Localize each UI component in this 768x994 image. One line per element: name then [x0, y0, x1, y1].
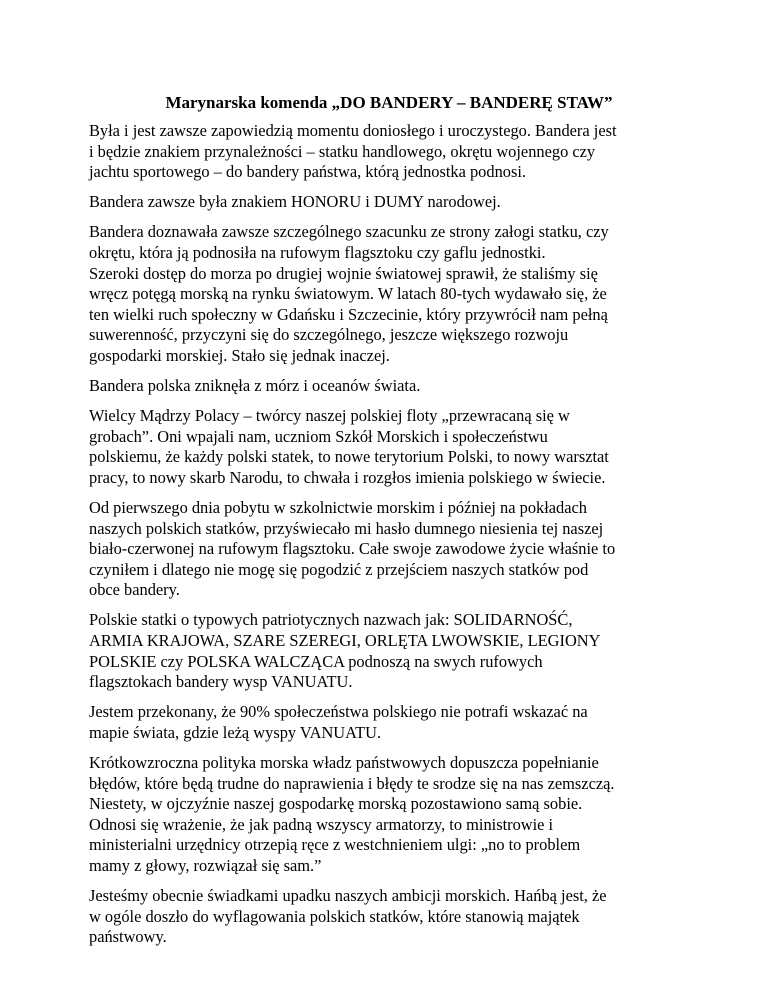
text-line: czyniłem i dlatego nie mogę się pogodzić z przejściem naszych statków pod	[89, 559, 589, 579]
text-line: jachtu sportowego – do bandery państwa, którą jednostka podnosi.	[89, 162, 526, 182]
paragraph	[89, 498, 689, 601]
document-page	[89, 93, 689, 957]
text-line: państwowy.	[89, 927, 167, 947]
text-line: biało-czerwonej na rufowym flagsztoku. Całe swoje zawodowe życie właśnie to	[89, 539, 616, 559]
text-line: mapie świata, gdzie leżą wyspy VANUATU.	[89, 722, 382, 742]
paragraph	[89, 406, 689, 488]
text-line: Jesteśmy obecnie świadkami upadku naszych ambicji morskich. Hańbą jest, że	[89, 886, 607, 906]
text-line: obce bandery.	[89, 580, 180, 600]
text-line: ministerialni urzędnicy otrzepią ręce z westchnieniem ulgi: „no to problem	[89, 835, 581, 855]
paragraph	[89, 121, 689, 183]
text-line: Wielcy Mądrzy Polacy – twórcy naszej polskiej floty „przewracaną się w	[89, 406, 570, 426]
text-line: Polskie statki o typowych patriotycznych nazwach jak: SOLIDARNOŚĆ,	[89, 610, 573, 630]
text-line: Odnosi się wrażenie, że jak padną wszyscy armatorzy, to ministrowie i	[89, 814, 554, 834]
paragraph	[89, 886, 689, 948]
text-line: Bandera polska zniknęła z mórz i oceanów świata.	[89, 376, 421, 396]
text-line: wręcz potęgą morską na rynku światowym. W latach 80-tych wydawało się, że	[89, 284, 607, 304]
paragraph	[89, 222, 689, 263]
text-line: Była i jest zawsze zapowiedzią momentu doniosłego i uroczystego. Bandera jest	[89, 121, 617, 140]
paragraph	[89, 192, 689, 213]
text-line: ten wielki ruch społeczny w Gdańsku i Szczecinie, który przywrócił nam pełną	[89, 304, 608, 324]
text-line: Bandera doznawała zawsze szczególnego szacunku ze strony załogi statku, czy	[89, 222, 609, 242]
text-line: mamy z głowy, rozwiązał się sam.”	[89, 856, 322, 875]
paragraph	[89, 753, 689, 877]
text-line: i będzie znakiem przynależności – statku handlowego, okrętu wojennego czy	[89, 141, 596, 161]
text-line: okrętu, która ją podnosiła na rufowym flagsztoku czy gaflu jednostki.	[89, 242, 546, 262]
text-line: POLSKIE czy POLSKA WALCZĄCA podnoszą na swych rufowych	[89, 651, 543, 671]
text-line: Jestem przekonany, że 90% społeczeństwa polskiego nie potrafi wskazać na	[89, 702, 588, 722]
text-line: flagsztokach bandery wysp VANUATU.	[89, 672, 353, 692]
document-title: Marynarska komenda „DO BANDERY – BANDERĘ STAW”	[165, 93, 613, 112]
text-line: suwerenność, przyczyni się do szczególnego, jeszcze większego rozwoju	[89, 325, 569, 345]
document-body	[89, 121, 689, 948]
text-line: pracy, to nowy skarb Narodu, to chwała i rozgłos imienia polskiego w świecie.	[89, 467, 606, 487]
text-line: gospodarki morskiej. Stało się jednak inaczej.	[89, 345, 390, 365]
text-line: Bandera zawsze była znakiem HONORU i DUMY narodowej.	[89, 192, 501, 212]
paragraph	[89, 376, 689, 397]
paragraph	[89, 264, 689, 367]
text-line: naszych polskich statków, przyświecało mi hasło dumnego niesienia tej naszej	[89, 518, 604, 538]
text-line: w ogóle doszło do wyflagowania polskich statków, które stanowią majątek	[89, 906, 580, 926]
text-line: grobach”. Oni wpajali nam, uczniom Szkół Morskich i społeczeństwu	[89, 426, 548, 446]
text-line: Od pierwszego dnia pobytu w szkolnictwie morskim i później na pokładach	[89, 498, 587, 517]
text-line: polskiemu, że każdy polski statek, to nowe terytorium Polski, to nowy warsztat	[89, 447, 609, 467]
text-line: ARMIA KRAJOWA, SZARE SZEREGI, ORLĘTA LWOWSKIE, LEGIONY	[89, 631, 601, 651]
text-line: Krótkowzroczna polityka morska władz państwowych dopuszcza popełnianie	[89, 753, 599, 773]
text-line: Niestety, w ojczyźnie naszej gospodarkę morską pozostawiono samą sobie.	[89, 794, 583, 814]
paragraph	[89, 702, 689, 743]
paragraph	[89, 610, 689, 692]
text-line: błędów, które będą trudne do naprawienia i błędy te srodze się na nas zemszczą.	[89, 773, 615, 793]
text-line: Szeroki dostęp do morza po drugiej wojnie światowej sprawił, że staliśmy się	[89, 263, 598, 283]
